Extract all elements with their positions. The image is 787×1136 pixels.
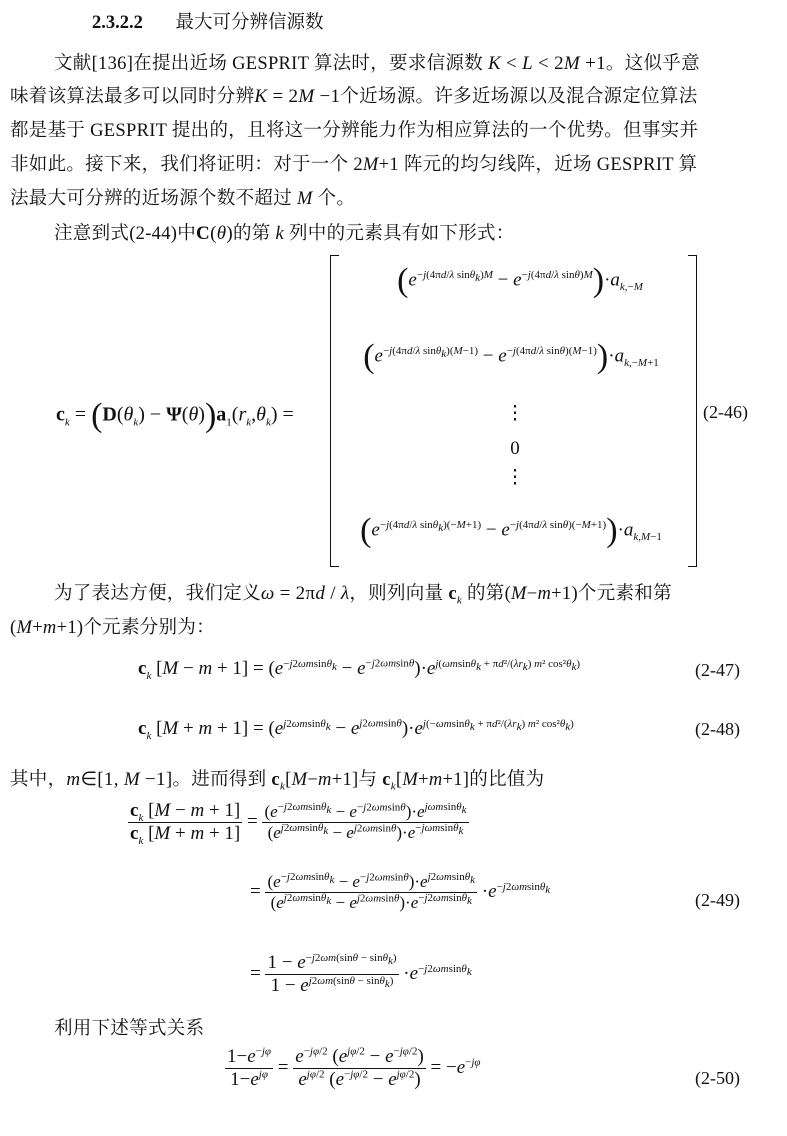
equation-2-49-step-2: = $\frac{(e^{-j2\omega msin\theta_k} - e^{-j2\omega msin\theta})\cdot e^{j2\omega msin\theta_k}}{(e^{j2\omega msin\theta_k} - e^{j2\omega msin\theta})\cdot e^{-j2\omega msin\theta_k}}$ $\cdot e^{-j2\omega msin\theta_k}$ bbox=[250, 871, 551, 912]
paragraph-1-line-1: 文献[136]在提出近场 GESPRIT 算法时，要求信源数 K < L < 2M +1。这似乎意 bbox=[54, 53, 700, 74]
paragraph-3-line-2: (M+m+1)个元素分别为： bbox=[10, 618, 215, 638]
inline-math-k-l: K < L < 2M +1 bbox=[487, 53, 606, 74]
equation-2-48: $c_k$ $[M + m + 1] = (e^{j2\omega msin\theta_k} - e^{j2\omega msin\theta})\cdot e^{j(-\omega msin\theta_k + \pi d^2/(\lambda r_k) m^2 cos^2\theta_k)}$ bbox=[138, 717, 574, 742]
equation-number-2-47: (2-47) bbox=[695, 660, 740, 680]
equation-number-2-46: (2-46) bbox=[703, 402, 748, 422]
matrix-row-1: $(e^{-j(4\pi d/\lambda sin\theta_k)M} - e^{-j(4\pi d/\lambda sin\theta)M})\cdot a_{k,-M}$ bbox=[397, 262, 643, 299]
equation-number-2-49: (2-49) bbox=[695, 890, 740, 910]
paragraph-1-line-2: 味着该算法最多可以同时分辨K = 2M −1个近场源。许多近场源以及混合源定位算法 bbox=[10, 86, 698, 107]
equation-2-47: $c_k$ $[M - m + 1] = (e^{-j2\omega msin\theta_k} - e^{-j2\omega msin\theta})\cdot e^{j(\omega msin\theta_k + \pi d^2/(\lambda r_k) m^2 cos^2\theta_k)}$ bbox=[138, 657, 581, 682]
equation-2-46-lhs: $c_k = (D(\theta_k) - \Psi(\theta))a_1(r_k,\theta_k)$ = bbox=[56, 397, 294, 434]
paragraph-3-line-1: 为了表达方便，我们定义ω = 2πd / λ，则列向量 $c_k$ 的第(M−m+1)个元素和第 bbox=[54, 583, 672, 607]
matrix-row-2: $(e^{-j(4\pi d/\lambda sin\theta_k)(M-1)} - e^{-j(4\pi d/\lambda sin\theta)(M-1)})\cdot a_{k,-M+1}$ bbox=[363, 338, 659, 375]
matrix-vdots-1: ⋮ bbox=[505, 403, 525, 424]
equation-number-2-48: (2-48) bbox=[695, 719, 740, 739]
paragraph-4: 其中，m∈[1, M −1]。进而得到 $c_k[M-m+1]$与 $c_k[M+m+1]$的比值为 bbox=[10, 769, 545, 793]
matrix-right-bracket bbox=[688, 255, 697, 567]
paragraph-1-line-3: 都是基于 GESPRIT 提出的，且将这一分辨能力作为相应算法的一个优势。但事实并 bbox=[10, 121, 699, 141]
matrix-row-last: $(e^{-j(4\pi d/\lambda sin\theta_k)(-M+1)} - e^{-j(4\pi d/\lambda sin\theta)(-M+1)})\cdot a_{k,M-1}$ bbox=[360, 512, 662, 549]
section-title: 最大可分辨信源数 bbox=[175, 13, 324, 33]
paragraph-1-line-4: 非如此。接下来，我们将证明：对于一个 2M+1 阵元的均匀线阵，近场 GESPRIT 算 bbox=[10, 155, 698, 175]
equation-2-49-step-1: $\frac{c_k [M - m + 1]}{c_k [M + m + 1]}$ = $\frac{(e^{-j2\omega msin\theta_k} - e^{-j2\omega msin\theta})\cdot e^{j\omega msin\theta_k}}{(e^{j2\omega msin\theta_k} - e^{j2\omega msin\theta})\cdot e^{-j\omega msin\theta_k}}$ bbox=[130, 800, 467, 847]
equation-2-49-step-3: = $\frac{1 - e^{-j2\omega m(sin\theta - sin\theta_k)}}{1 - e^{j2\omega m(sin\theta - sin\theta_k)}}$ $\cdot e^{-j2\omega msin\theta_k}$ bbox=[250, 951, 472, 996]
section-heading bbox=[92, 8, 324, 34]
equation-number-2-50: (2-50) bbox=[695, 1068, 740, 1088]
matrix-vdots-2: ⋮ bbox=[505, 467, 525, 488]
paragraph-5: 利用下述等式关系 bbox=[54, 1019, 205, 1039]
section-number: 2.3.2.2 bbox=[92, 13, 143, 33]
inline-math-k-eq: K = 2M −1 bbox=[254, 86, 341, 107]
matrix-zero: 0 bbox=[510, 438, 520, 459]
equation-2-50: $\frac{1-e^{-j\varphi}}{1-e^{j\varphi}}$ = $\frac{e^{-j\varphi/2} (e^{j\varphi/2} - e^{-j\varphi/2})}{e^{j\varphi/2} (e^{-j\varphi/2} - e^{j\varphi/2})}$ = $-e^{-j\varphi}$ bbox=[227, 1045, 481, 1090]
paragraph-1-line-5: 法最大可分辨的近场源个数不超过 M 个。 bbox=[10, 189, 356, 209]
paragraph-2: 注意到式(2-44)中C(θ)的第 k 列中的元素具有如下形式： bbox=[54, 223, 515, 244]
